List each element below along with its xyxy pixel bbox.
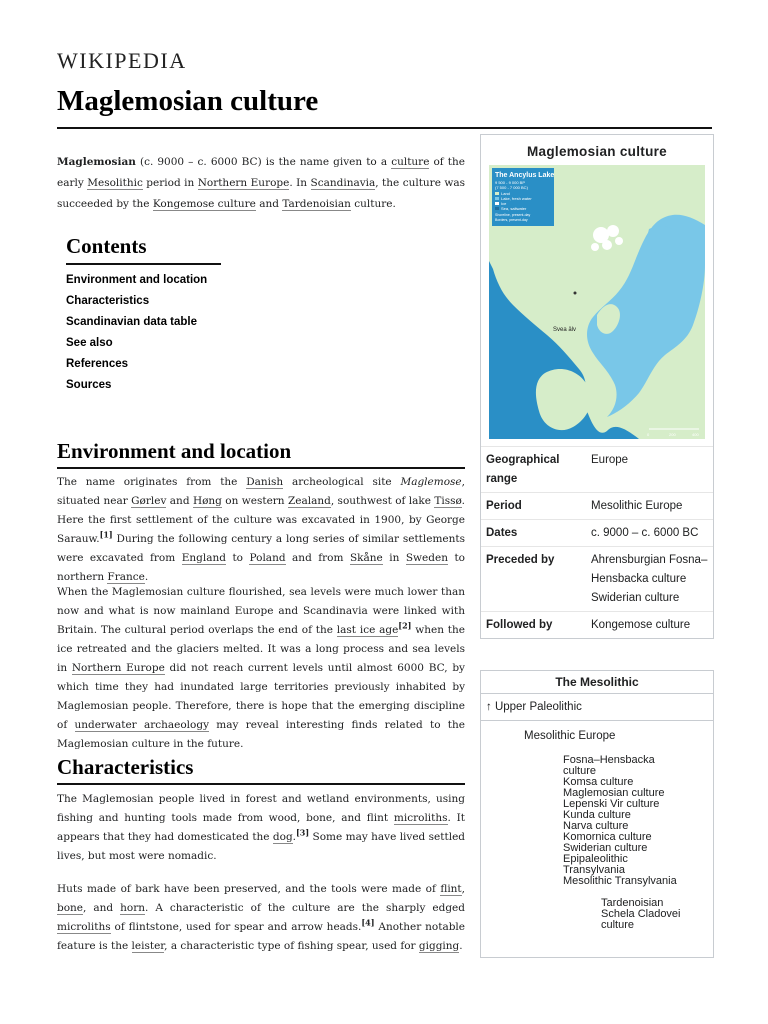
infobox-value[interactable]: Ahrensburgian Fosna–Hensbacka culture Swiderian culture: [586, 547, 713, 612]
toc-divider: [66, 263, 221, 265]
link-culture[interactable]: culture: [391, 156, 430, 168]
navbox-subitem[interactable]: Schela Cladovei culture: [601, 908, 681, 931]
navbox-title: The Mesolithic: [481, 671, 713, 694]
link-hong[interactable]: Høng: [192, 495, 222, 507]
link-flint[interactable]: flint: [440, 883, 462, 895]
infobox-value[interactable]: Kongemose culture: [586, 612, 713, 639]
link-dog[interactable]: dog: [272, 831, 293, 843]
link-danish[interactable]: Danish: [246, 476, 284, 488]
link-leister[interactable]: leister: [131, 940, 165, 952]
environment-paragraph-2: When the Maglemosian culture flourished, sea levels were much lower than now and what is now mainland Europe and Scandinavia were linked with Britain. The cultural period overlaps the end of the last ice age[2] when the ice retreated and the glaciers melted. It was a long process and sea levels in Northern Europe did not reach current levels until almost 6000 BC, by which time they had inundated large territories previously inhabited by Maglemosian people. Therefore, there is hope that the emerging discipline of underwater archaeology may reveal interesting finds related to the Maglemosian culture in the future.: [57, 586, 465, 750]
map-location-marker: [574, 292, 577, 295]
title-divider: [57, 127, 712, 129]
infobox-row: [481, 520, 713, 547]
legend-swatch-land: [495, 192, 499, 195]
link-poland[interactable]: Poland: [249, 552, 286, 564]
infobox-key: Preceded by: [481, 547, 586, 612]
section-heading-characteristics: Characteristics: [57, 755, 194, 779]
legend-swatch-lake: [495, 197, 499, 200]
map-title: The Ancylus Lake: [495, 172, 555, 179]
navbox-item[interactable]: Maglemosian culture: [563, 787, 665, 799]
toc-item-sources[interactable]: Sources: [66, 379, 112, 391]
map-subtitle: 9 500 - 9 000 BP: [495, 180, 526, 185]
section-heading-environment: Environment and location: [57, 439, 292, 463]
toc-item-data-table[interactable]: Scandinavian data table: [66, 316, 198, 328]
legend-ice: Ice: [501, 201, 507, 206]
link-kongemose-culture[interactable]: Kongemose culture: [152, 198, 256, 210]
reference-3[interactable]: [3]: [296, 827, 310, 838]
link-tardenoisian[interactable]: Tardenoisian: [282, 198, 351, 210]
table-of-contents: [57, 234, 237, 396]
navbox-item[interactable]: Mesolithic Transylvania: [563, 875, 677, 887]
map-ice-sheet: [591, 243, 599, 251]
toc-item-characteristics[interactable]: Characteristics: [66, 295, 150, 307]
infobox-table: [481, 446, 713, 638]
link-tisso[interactable]: Tissø: [434, 495, 462, 507]
link-underwater-archaeology[interactable]: underwater archaeology: [74, 719, 210, 731]
map-ice-sheet: [602, 240, 612, 250]
mesolithic-navbox: [480, 670, 714, 958]
toc-item-see-also[interactable]: See also: [66, 337, 113, 349]
link-mesolithic[interactable]: Mesolithic: [87, 177, 143, 189]
link-sweden[interactable]: Sweden: [405, 552, 448, 564]
infobox-value: c. 9000 – c. 6000 BC: [586, 520, 713, 547]
characteristics-paragraph-2: Huts made of bark have been preserved, and the tools were made of flint, bone, and horn. A characteristic of the culture are the sharply edged microliths of flintstone, used for spear and arrow heads.[4] Another notable feature is the leister, a characteristic type of fishing spear, used for gigging.: [57, 883, 466, 952]
navbox-item[interactable]: Narva culture: [563, 820, 629, 832]
link-northern-europe-2[interactable]: Northern Europe: [71, 662, 165, 674]
link-microliths[interactable]: microliths: [393, 812, 448, 824]
infobox: [480, 134, 714, 639]
link-skane[interactable]: Skåne: [349, 552, 383, 564]
infobox-row: [481, 493, 713, 520]
environment-paragraph-1: The name originates from the Danish archeological site Maglemose, situated near Gørlev and Høng on western Zealand, southwest of lake Tissø. Here the first settlement of the culture was excavated in 1900, by George Sarauw.[1] During the following century a long series of similar settlements were excavated from England to Poland and from Skåne in Sweden to northern France.: [57, 476, 466, 583]
section-divider-environment: [57, 467, 465, 469]
link-northern-europe[interactable]: Northern Europe: [197, 177, 290, 189]
infobox-title: Maglemosian culture: [527, 144, 667, 159]
infobox-key: Period: [481, 493, 586, 520]
map-ice-sheet: [615, 237, 623, 245]
map-scale-label: 200: [669, 432, 676, 437]
infobox-value[interactable]: Mesolithic Europe: [586, 493, 713, 520]
infobox-value[interactable]: Europe: [586, 447, 713, 493]
lead-term: Maglemosian: [57, 156, 136, 168]
link-upper-paleolithic[interactable]: ↑ Upper Paleolithic: [481, 694, 713, 721]
legend-borders: Borders, present-day: [495, 218, 528, 222]
reference-4[interactable]: [4]: [361, 917, 375, 928]
navbox-subitem[interactable]: Tardenoisian: [601, 897, 664, 909]
map-ice-sheet: [607, 225, 619, 237]
toc-item-environment[interactable]: Environment and location: [66, 274, 208, 286]
link-zealand[interactable]: Zealand: [287, 495, 331, 507]
navbox-item[interactable]: Lepenski Vir culture: [563, 798, 660, 810]
section-divider-characteristics: [57, 783, 465, 785]
link-scandinavia[interactable]: Scandinavia: [310, 177, 376, 189]
legend-lake: Lake, fresh water: [501, 196, 532, 201]
link-bone[interactable]: bone: [57, 902, 84, 914]
infobox-row: [481, 447, 713, 493]
link-mesolithic-europe[interactable]: Mesolithic Europe: [524, 730, 616, 742]
legend-shoreline: Shoreline, present-day: [495, 213, 531, 217]
ancylus-lake-map[interactable]: [489, 165, 705, 439]
map-scale-label: 400: [692, 432, 699, 437]
legend-land: Land: [501, 191, 510, 196]
navbox-item[interactable]: Kunda culture: [563, 809, 631, 821]
link-gorlev[interactable]: Gørlev: [131, 495, 167, 507]
link-france[interactable]: France: [107, 571, 145, 583]
infobox-key: Followed by: [481, 612, 586, 639]
page-title: Maglemosian culture: [57, 85, 319, 117]
link-microliths-2[interactable]: microliths: [57, 921, 111, 933]
navbox-item[interactable]: Fosna–Hensbacka culture: [563, 754, 655, 777]
toc-title: Contents: [66, 234, 147, 258]
reference-2[interactable]: [2]: [398, 620, 412, 631]
infobox-row: [481, 547, 713, 612]
link-horn[interactable]: horn: [120, 902, 145, 914]
navbox-item[interactable]: Komornica culture: [563, 831, 652, 843]
legend-swatch-ice: [495, 202, 499, 205]
navbox-item[interactable]: Swiderian culture: [563, 842, 648, 854]
legend-sea: Sea, saltwater: [501, 206, 527, 211]
map-subtitle: (7 500 - 7 000 BC): [495, 185, 528, 190]
map-label-svea-alv: Svea älv: [553, 327, 577, 333]
link-england[interactable]: England: [181, 552, 226, 564]
link-gigging[interactable]: gigging: [418, 940, 460, 952]
infobox-key: Dates: [481, 520, 586, 547]
characteristics-paragraph-1: The Maglemosian people lived in forest and wetland environments, using fishing and hunting tools made from wood, bone, and flint microliths. It appears that they had domesticated the dog.[3] Some may have lived settled lives, but most were nomadic.: [57, 793, 466, 862]
infobox-key: Geographical range: [481, 447, 586, 493]
navbox-item[interactable]: Epipaleolithic Transylvania: [563, 853, 628, 876]
lead-paragraph: Maglemosian (c. 9000 – c. 6000 BC) is the name given to a culture of the early Mesolithic period in Northern Europe. In Scandinavia, the culture was succeeded by the Kongemose culture and Tardenoisian culture.: [57, 156, 465, 210]
wikipedia-wordmark[interactable]: WIKIPEDIA: [57, 48, 187, 73]
map-scale-label: 0: [647, 432, 650, 437]
infobox-row: [481, 612, 713, 639]
link-last-ice-age[interactable]: last ice age: [336, 624, 399, 636]
navbox-item[interactable]: Komsa culture: [563, 776, 634, 788]
toc-item-references[interactable]: References: [66, 358, 129, 370]
legend-swatch-sea: [495, 207, 499, 210]
reference-1[interactable]: [1]: [99, 529, 113, 540]
